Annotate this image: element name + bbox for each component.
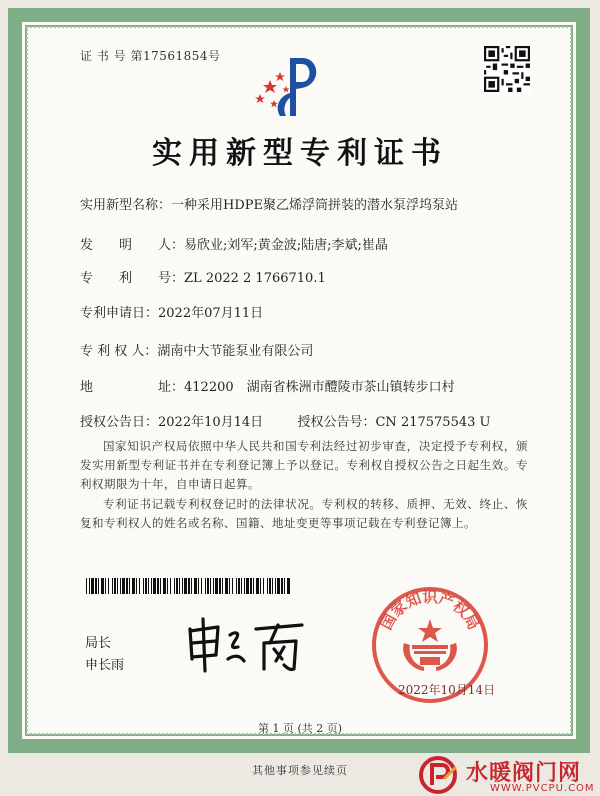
certificate-number: 证 书 号 第17561854号 (80, 49, 221, 63)
announce-number-value: CN 217575543 U (375, 415, 491, 430)
grant-paragraph: 国家知识产权局依照中华人民共和国专利法经过初步审查，决定授予专利权，颁发实用新型专利证书并在专利登记簿上予以登记。专利权自授权公告之日起生效。专利权期限为十年，自申请日起算。 (80, 439, 528, 491)
field-patentee (80, 340, 313, 359)
field-label: 专利申请日： (80, 306, 159, 321)
field-utility-model-name (80, 194, 458, 213)
field-value: 易欣业;刘军;黄金波;陆唐;李斌;崔晶 (184, 238, 388, 253)
field-address (80, 376, 455, 395)
seal-date: 2022年10月14日 (398, 683, 496, 697)
field-label: 实用新型名称： (80, 198, 172, 213)
field-inventors (80, 234, 388, 253)
legal-status-paragraph: 专利证书记载专利权登记时的法律状况。专利权的转移、质押、无效、终止、恢复和专利权人的姓名或名称、国籍、地址变更等事项记载在专利登记簿上。 (80, 497, 528, 530)
field-value: 412200 湖南省株洲市醴陵市茶山镇转步口村 (184, 380, 455, 395)
footer-note: 其他事项参见续页 (252, 764, 348, 777)
signer-name: 申长雨 (85, 658, 125, 673)
announce-date-label: 授权公告日： (80, 415, 159, 430)
announce-number-label: 授权公告号： (297, 415, 376, 430)
watermark-logo-icon (418, 755, 462, 795)
field-announcement (80, 411, 490, 430)
field-label: 专 利 号： (80, 271, 185, 286)
field-value: 湖南中大节能泵业有限公司 (157, 344, 314, 359)
certificate-title: 实用新型专利证书 (152, 136, 448, 171)
field-application-date (80, 302, 263, 321)
signature-icon (178, 615, 308, 675)
barcode-icon (84, 578, 292, 594)
field-label: 专 利 权 人： (80, 344, 158, 359)
qr-code-icon (484, 46, 530, 92)
announce-date-value: 2022年10月14日 (158, 415, 264, 430)
field-value: 2022年07月11日 (158, 306, 264, 321)
field-value: ZL 2022 2 1766710.1 (184, 271, 326, 286)
field-value: 一种采用HDPE聚乙烯浮筒拼装的潜水泵浮坞泵站 (171, 198, 459, 213)
watermark-url: WWW.PVCPU.COM (490, 783, 595, 794)
watermark-brand: 水暖阀门网 (466, 761, 582, 786)
field-patent-number (80, 267, 326, 286)
field-label: 发 明 人： (80, 238, 185, 253)
field-label: 地 址： (80, 380, 185, 395)
cnipa-logo-icon (250, 54, 330, 120)
page-number: 第 1 页 (共 2 页) (257, 722, 343, 735)
seal-text: 国家知识产权局 (377, 588, 483, 633)
signer-title: 局长 (85, 636, 112, 651)
